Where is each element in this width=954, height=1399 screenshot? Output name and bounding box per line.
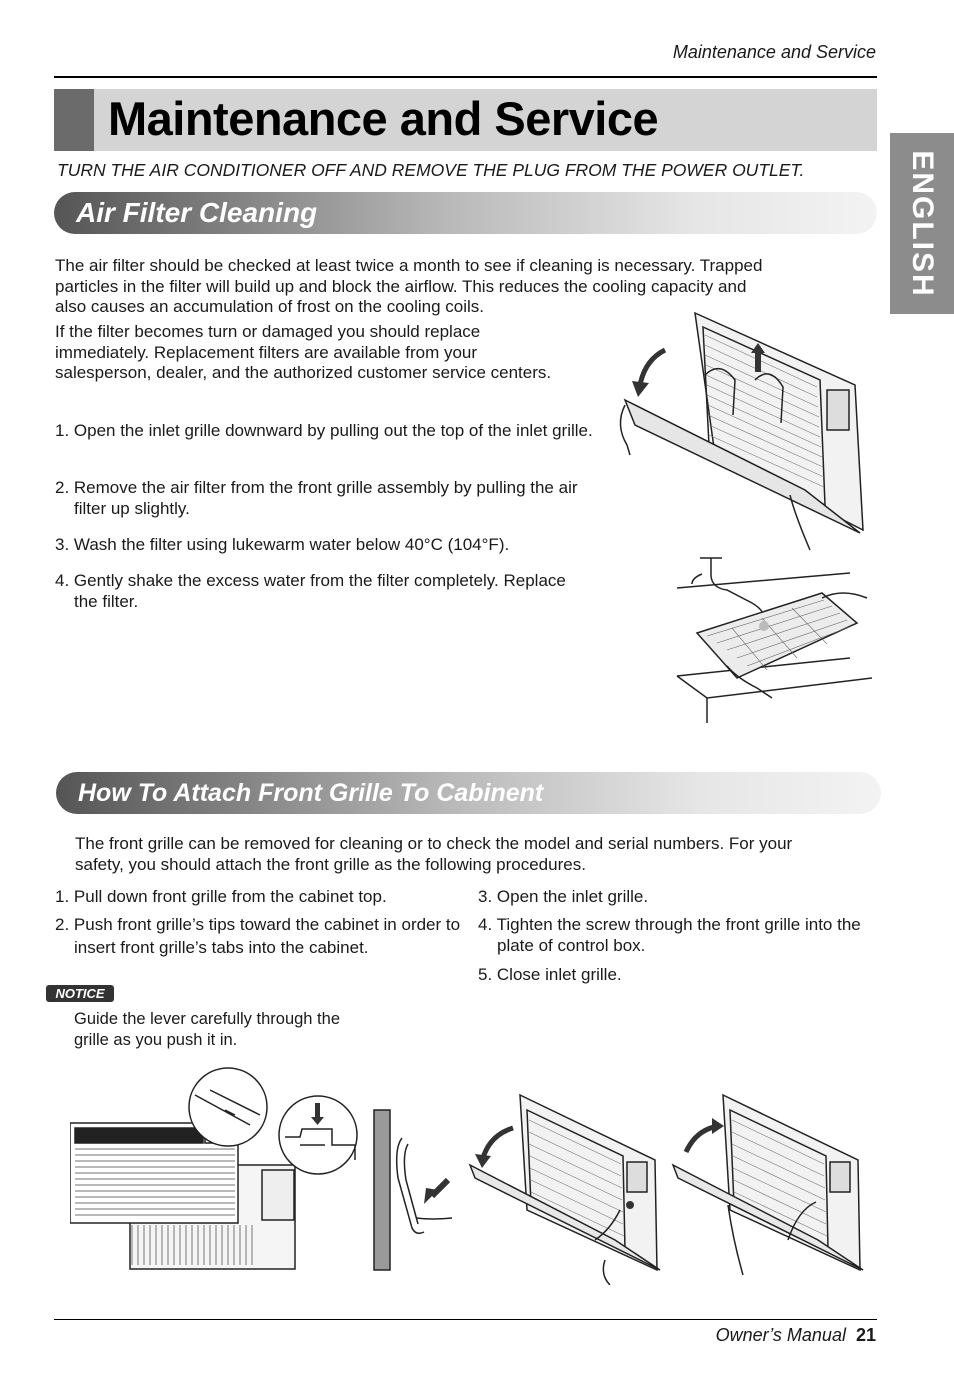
page-number: 21: [855, 1325, 876, 1345]
notice-text: Guide the lever carefully through the grille as you push it in.: [74, 1010, 340, 1049]
footer-label: Owner’s Manual: [715, 1325, 846, 1345]
front-grille-step-3: 3. Open the inlet grille.: [478, 887, 649, 906]
section-header-front-grille: [56, 772, 881, 814]
section-title-front-grille: How To Attach Front Grille To Cabinent: [78, 779, 544, 807]
language-tab-label: ENGLISH: [906, 149, 939, 298]
bottom-rule: [54, 1319, 877, 1320]
notice-label: NOTICE: [55, 986, 105, 1001]
page-title: Maintenance and Service: [108, 92, 659, 145]
wash-filter-illustration: [672, 548, 872, 726]
page-footer: [716, 1325, 876, 1346]
notice-badge: [46, 985, 114, 1002]
front-grille-step-4: 4. Tighten the screw through the front grille into the plate of control box.: [478, 915, 861, 955]
air-filter-step-4: 4. Gently shake the excess water from the filter completely. Replace the filter.: [55, 571, 566, 611]
side-view-push-illustration: [372, 1108, 454, 1272]
air-filter-step-3: 3. Wash the filter using lukewarm water below 40°C (104°F).: [55, 535, 510, 554]
open-grille-screw-illustration: [465, 1090, 665, 1285]
cabinet-attach-illustration: [70, 1065, 362, 1273]
front-grille-step-1: 1. Pull down front grille from the cabinet top.: [55, 887, 387, 906]
title-accent-block: [54, 89, 94, 151]
air-filter-step-1: 1. Open the inlet grille downward by pulling out the top of the inlet grille.: [55, 421, 593, 440]
language-tab: [890, 133, 954, 314]
open-inlet-grille-illustration: [605, 305, 870, 555]
air-filter-intro: The air filter should be checked at least twice a month to see if cleaning is necessary. Trapped particles in the filter will build up and block the airflow. This reduces the cooling capacity and also causes an accumulation of frost on the cooling coils.: [55, 256, 763, 316]
running-header: Maintenance and Service: [672, 42, 876, 62]
safety-warning: TURN THE AIR CONDITIONER OFF AND REMOVE THE PLUG FROM THE POWER OUTLET.: [57, 160, 805, 180]
front-grille-step-2: 2. Push front grille’s tips toward the cabinet in order to insert front grille’s tabs into the cabinet.: [55, 915, 461, 957]
air-filter-step-2: 2. Remove the air filter from the front grille assembly by pulling the air filter up slightly.: [55, 478, 578, 518]
front-grille-step-5: 5. Close inlet grille.: [478, 965, 622, 984]
air-filter-note: If the filter becomes turn or damaged you should replace immediately. Replacement filters are available from your salesperson, dealer, and the authorized customer service centers.: [55, 322, 552, 382]
front-grille-intro: The front grille can be removed for cleaning or to check the model and serial numbers. For your safety, you should attach the front grille as the following procedures.: [75, 834, 793, 874]
section-header-air-filter: [54, 192, 877, 234]
section-title-air-filter: Air Filter Cleaning: [76, 197, 318, 228]
title-bar: [54, 89, 877, 151]
close-grille-illustration: [668, 1090, 864, 1285]
top-rule: [54, 76, 877, 78]
